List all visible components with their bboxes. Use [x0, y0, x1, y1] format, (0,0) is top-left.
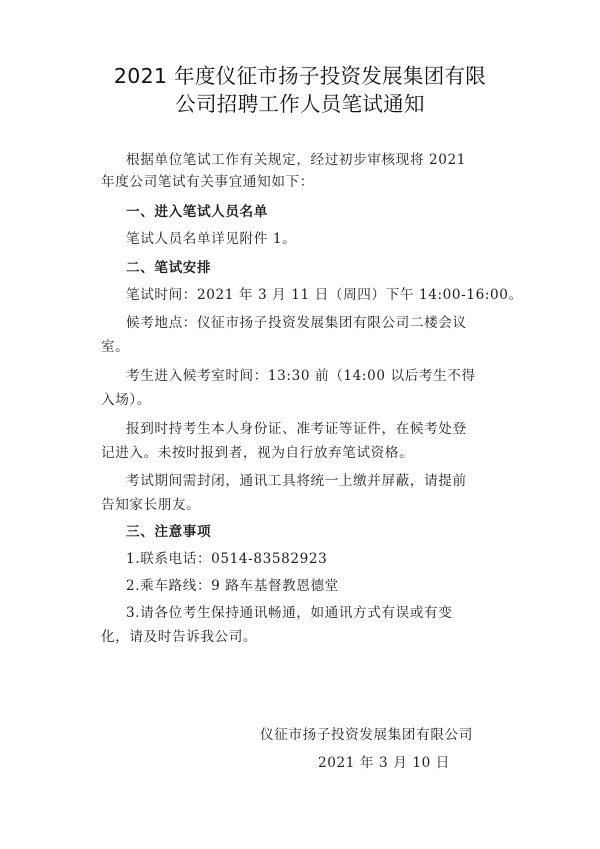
checkin-line-2: 记进入。未按时报到者，视为自行放弃笔试资格。 [101, 445, 414, 461]
contact-phone: 1.联系电话：0514-83582923 [126, 551, 328, 567]
document-title-line-2: 公司招聘工作人员笔试通知 [175, 92, 425, 116]
checkin-line-1: 报到时持考生本人身份证、准考证等证件，在候考处登 [126, 421, 467, 437]
intro-line-1: 根据单位笔试工作有关规定，经过初步审核现将 2021 [126, 152, 466, 168]
section-1-text: 笔试人员名单详见附件 1。 [126, 231, 297, 247]
exam-location-line-1: 候考地点：仪征市扬子投资发展集团有限公司二楼会议 [126, 315, 467, 331]
exam-time: 笔试时间：2021 年 3 月 11 日（周四）下午 14:00-16:00。 [126, 287, 523, 303]
intro-line-2: 年度公司笔试有关事宜通知如下： [101, 174, 314, 190]
signature-date: 2021 年 3 月 10 日 [318, 755, 450, 771]
document-title-line-1: 2021 年度仪征市扬子投资发展集团有限 [113, 64, 487, 88]
entry-time-line-1: 考生进入候考室时间：13:30 前（14:00 以后考生不得 [126, 368, 476, 384]
notice-item-3-line-2: 化，请及时告诉我公司。 [101, 629, 258, 645]
section-3-heading: 三、注意事项 [126, 524, 212, 540]
entry-time-line-2: 入场）。 [101, 392, 151, 408]
closed-exam-line-1: 考试期间需封闭，通讯工具将统一上缴并屏蔽，请提前 [126, 473, 467, 489]
bus-route: 2.乘车路线：9 路车基督教恩德堂 [126, 578, 339, 594]
section-2-heading: 二、笔试安排 [126, 260, 212, 276]
exam-location-line-2: 室。 [101, 339, 130, 355]
notice-item-3-line-1: 3.请各位考生保持通讯畅通，如通讯方式有误或有变 [126, 605, 453, 621]
section-1-heading: 一、进入笔试人员名单 [126, 204, 268, 220]
closed-exam-line-2: 告知家长朋友。 [101, 497, 201, 513]
signature-company: 仪征市扬子投资发展集团有限公司 [260, 727, 473, 743]
